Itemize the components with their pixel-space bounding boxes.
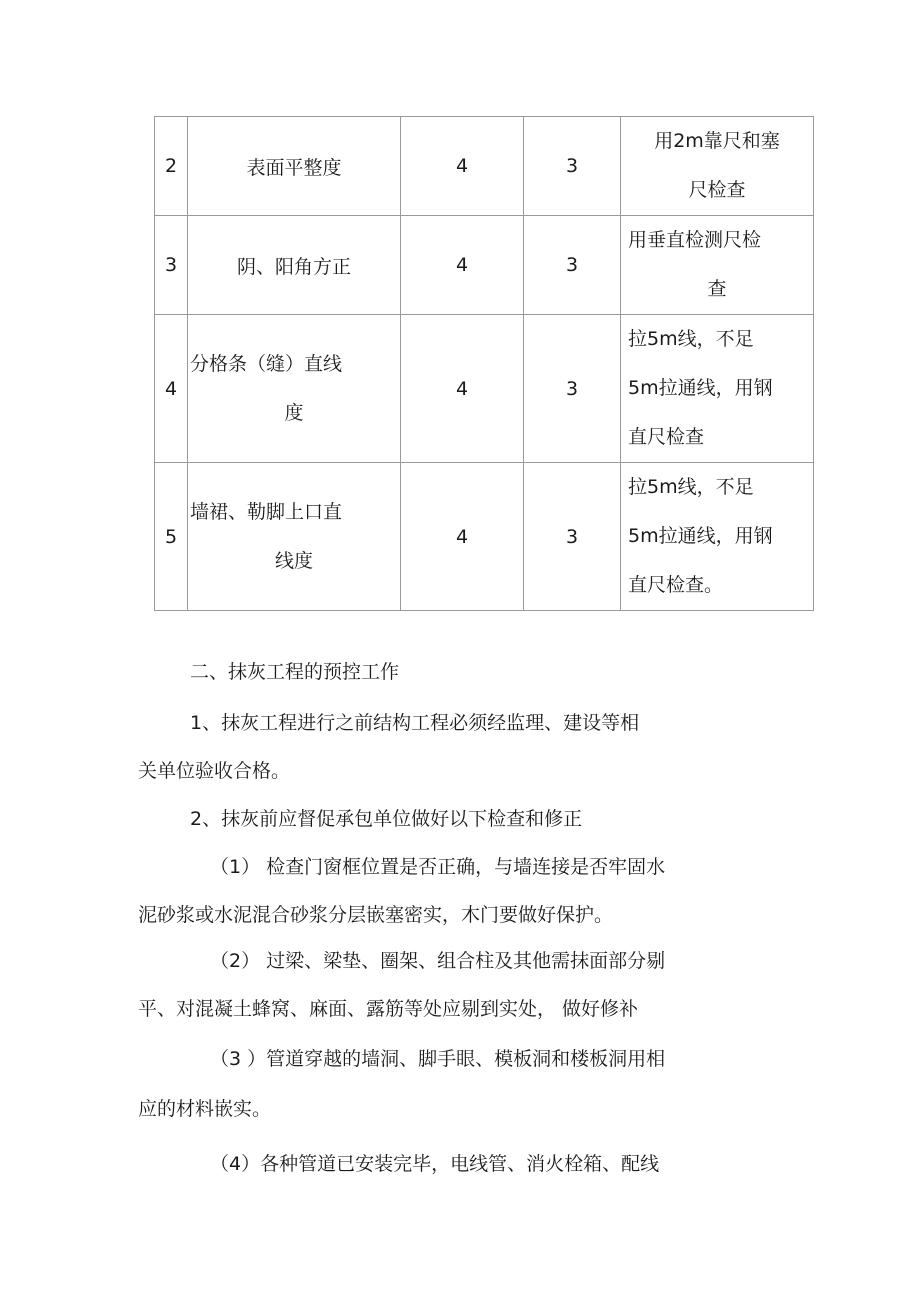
row-number: 3 xyxy=(155,216,188,315)
tolerance-value-a: 4 xyxy=(401,216,524,315)
check-item-line: 墙裙、勒脚上口直 xyxy=(190,500,343,523)
tolerance-table xyxy=(154,116,814,611)
tolerance-value-b: 3 xyxy=(524,117,621,216)
check-method-line: 查 xyxy=(707,278,727,300)
check-method xyxy=(621,216,814,315)
tolerance-value-b: 3 xyxy=(524,216,621,315)
paragraph-line: （4）各种管道已安装完毕，电线管、消火栓箱、配线 xyxy=(210,1153,660,1175)
check-method-line: 5m拉通线，用钢 xyxy=(628,377,773,399)
check-method-line: 拉5m线，不足 xyxy=(628,476,754,498)
check-method xyxy=(621,315,814,463)
table-row xyxy=(155,315,814,463)
row-number: 2 xyxy=(155,117,188,216)
row-number: 4 xyxy=(155,315,188,463)
tolerance-value-a: 4 xyxy=(401,315,524,463)
check-item xyxy=(188,315,401,463)
section-heading: 二、抹灰工程的预控工作 xyxy=(190,661,400,683)
paragraph-line: 泥砂浆或水泥混合砂浆分层嵌塞密实，木门要做好保护。 xyxy=(138,904,614,926)
check-method-line: 直尺检查。 xyxy=(628,574,724,596)
row-number: 5 xyxy=(155,463,188,611)
check-item: 表面平整度 xyxy=(188,117,401,216)
paragraph-line: 1、抹灰工程进行之前结构工程必须经监理、建设等相 xyxy=(190,712,640,734)
check-item xyxy=(188,463,401,611)
check-method-line: 尺检查 xyxy=(688,179,746,201)
check-item-line: 度 xyxy=(284,401,304,424)
paragraph-line: （1） 检查门窗框位置是否正确，与墙连接是否牢固水 xyxy=(210,856,666,878)
tolerance-value-b: 3 xyxy=(524,315,621,463)
paragraph-line: （3 ）管道穿越的墙洞、脚手眼、模板洞和楼板洞用相 xyxy=(210,1048,666,1070)
check-method-line: 拉5m线，不足 xyxy=(628,328,754,350)
check-item-line: 分格条（缝）直线 xyxy=(190,352,343,375)
tolerance-value-b: 3 xyxy=(524,463,621,611)
table-row xyxy=(155,463,814,611)
paragraph-line: 关单位验收合格。 xyxy=(138,760,291,782)
check-method xyxy=(621,117,814,216)
paragraph-line: （2） 过梁、梁垫、圈架、组合柱及其他需抹面部分剔 xyxy=(210,950,666,972)
tolerance-value-a: 4 xyxy=(401,117,524,216)
check-method-line: 用垂直检测尺检 xyxy=(628,229,762,251)
check-method-line: 直尺检查 xyxy=(628,426,705,448)
check-method xyxy=(621,463,814,611)
paragraph-line: 2、抹灰前应督促承包单位做好以下检查和修正 xyxy=(190,808,583,830)
table-row xyxy=(155,117,814,216)
check-item-line: 线度 xyxy=(274,549,313,572)
tolerance-value-a: 4 xyxy=(401,463,524,611)
check-item: 阴、阳角方正 xyxy=(188,216,401,315)
check-method-line: 用2m靠尺和塞 xyxy=(654,130,780,152)
paragraph-line: 应的材料嵌实。 xyxy=(138,1098,272,1120)
paragraph-line: 平、对混凝土蜂窝、麻面、露筋等处应剔到实处， 做好修补 xyxy=(138,998,639,1020)
check-method-line: 5m拉通线，用钢 xyxy=(628,525,773,547)
table-row xyxy=(155,216,814,315)
